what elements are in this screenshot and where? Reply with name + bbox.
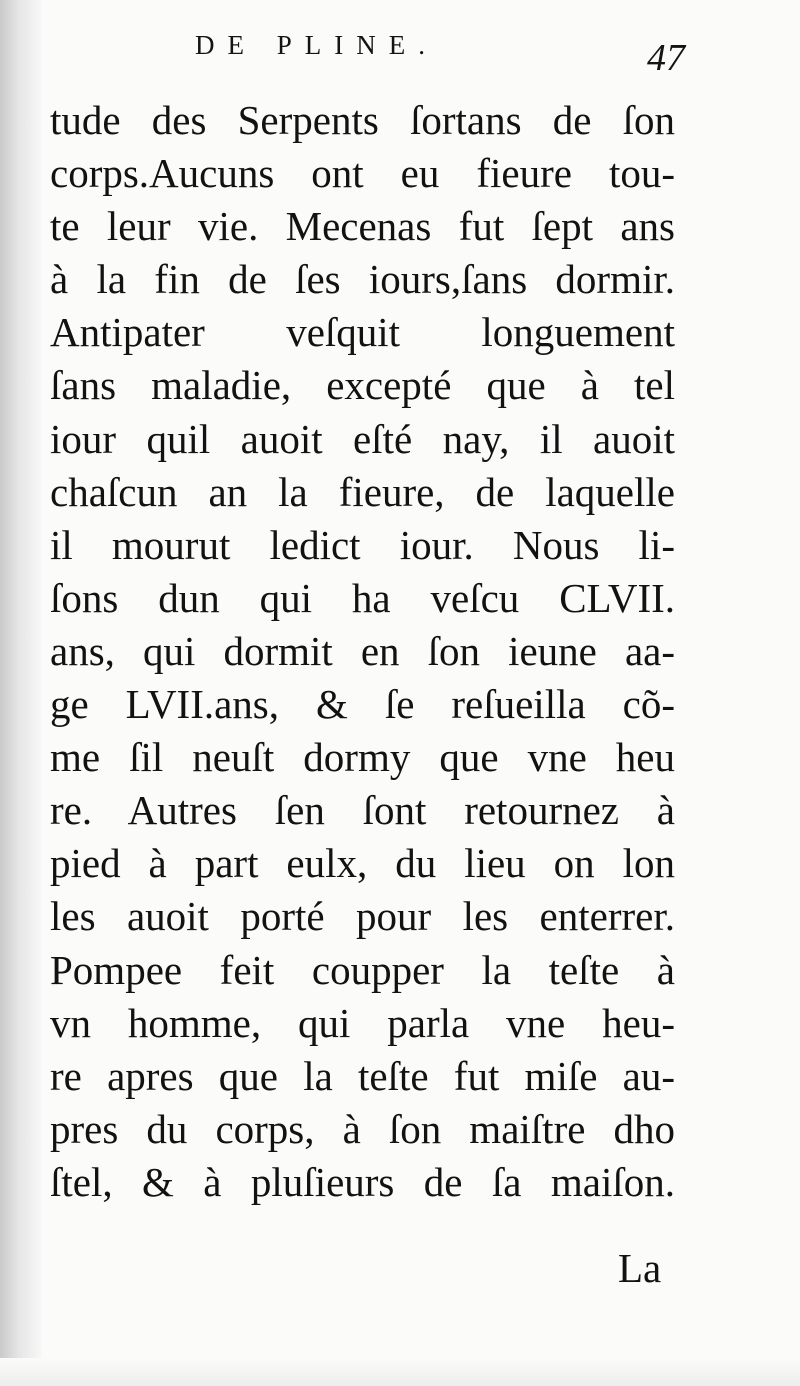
body-text: [50, 94, 675, 1209]
running-title: DE PLINE.: [195, 30, 438, 60]
binding-gutter: [0, 0, 42, 1386]
text-line: ſtel, & à pluſieurs de ſa maiſon.: [50, 1158, 675, 1205]
text-line: te leur vie. Mecenas fut ſept ans: [50, 203, 675, 250]
text-line: re apres que la teſte fut miſe au-: [50, 1052, 675, 1099]
text-line: ans, qui dormit en ſon ieune aa-: [50, 627, 675, 674]
text-line: me ſil neuſt dormy que vne heu: [50, 734, 675, 781]
text-line: tude des Serpents ſortans de ſon: [50, 97, 675, 143]
text-line: il mourut ledict iour. Nous li-: [50, 521, 675, 568]
catchword: La: [618, 1245, 662, 1291]
text-line: chaſcun an la fieure, de laquelle: [50, 468, 675, 515]
text-line: ſons dun qui ha veſcu CLVII.: [50, 574, 675, 621]
text-line: ge LVII.ans, & ſe reſueilla cõ-: [50, 681, 675, 728]
page-number: 47: [647, 37, 685, 79]
page-bottom-edge: [0, 1358, 800, 1386]
text-line: pres du corps, à ſon maiſtre dho: [50, 1105, 675, 1152]
text-line: pied à part eulx, du lieu on lon: [50, 840, 675, 887]
text-line: vn homme, qui parla vne heu-: [50, 999, 675, 1046]
text-line: Antipater veſquit longuement: [50, 309, 675, 356]
text-line: Pompee feit coupper la teſte à: [50, 946, 675, 993]
text-line: iour quil auoit eſté nay, il auoit: [50, 415, 675, 462]
text-line: re. Autres ſen ſont retournez à: [50, 787, 675, 834]
text-line: ſans maladie, excepté que à tel: [50, 362, 675, 409]
text-line: à la fin de ſes iours,ſans dormir.: [50, 256, 675, 303]
text-line: les auoit porté pour les enterrer.: [50, 893, 675, 940]
text-line: corps.Aucuns ont eu fieure tou-: [50, 150, 675, 197]
